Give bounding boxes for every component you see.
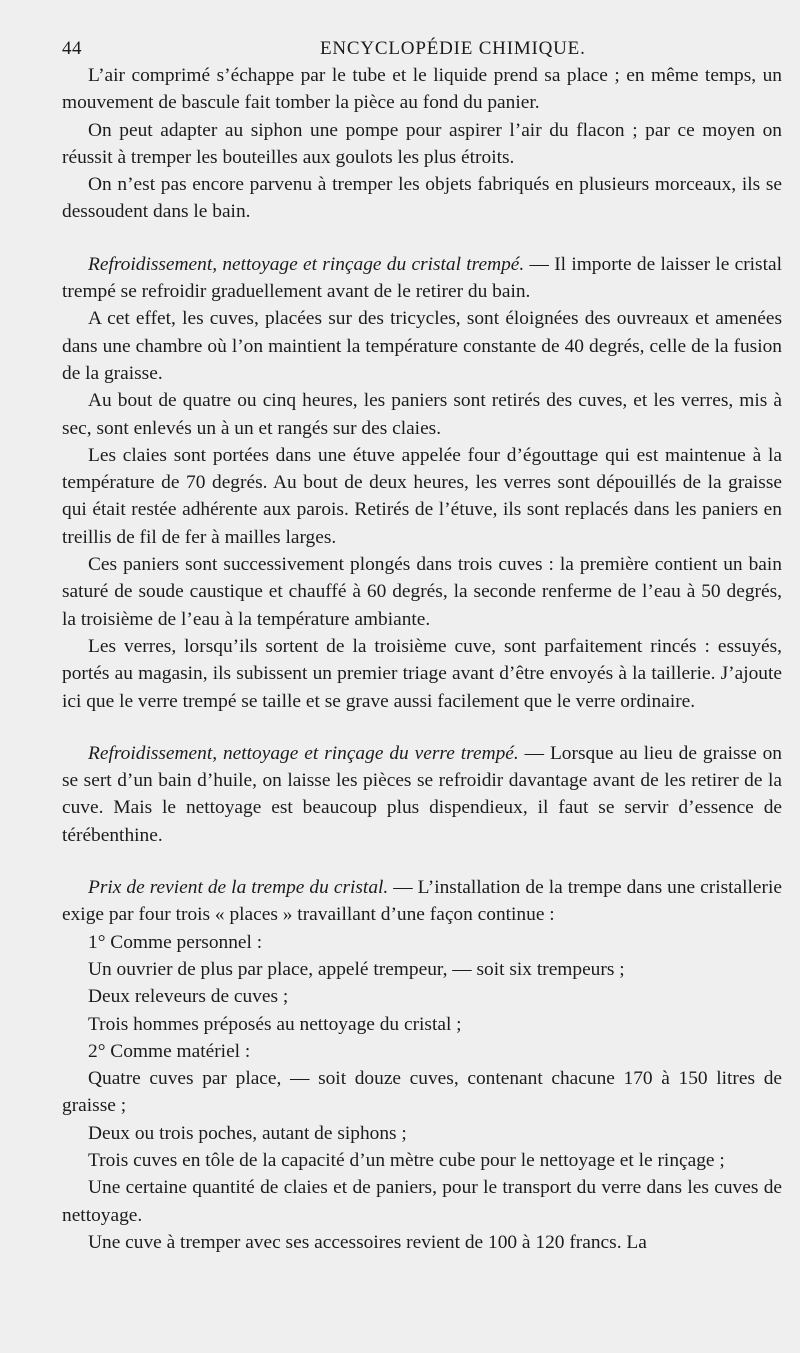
- section-paragraph: [62, 874, 782, 929]
- paragraph: L’air comprimé s’échappe par le tube et le liquide prend sa place ; en même temps, un mouvement de bascule fait tomber la pièce au fond du panier.: [62, 65, 782, 114]
- page-number: 44: [62, 38, 82, 59]
- section-title: Prix de revient de la trempe du cristal.: [88, 877, 389, 899]
- section-paragraph: [62, 740, 782, 849]
- list-item: Deux releveurs de cuves ;: [88, 986, 289, 1008]
- list-item: Une certaine quantité de claies et de paniers, pour le transport du verre dans les cuves de nettoyage.: [62, 1177, 782, 1226]
- list-item: Deux ou trois poches, autant de siphons ;: [88, 1122, 407, 1144]
- list-item: Trois hommes préposés au nettoyage du cristal ;: [88, 1013, 462, 1035]
- paragraph: A cet effet, les cuves, placées sur des tricycles, sont éloignées des ouvreaux et amenées dans une chambre où l’on maintient la température constante de 40 degrés, celle de la fusion de la graisse.: [62, 308, 782, 384]
- section-lead: — L’installation de la trempe dans une cristallerie exige par four trois « places » travaillant d’une façon continue :: [62, 877, 782, 926]
- section-lead: — Lorsque au lieu de graisse on se sert d’un bain d’huile, on laisse les pièces se refroidir davantage avant de les retirer de la cuve. Mais le nettoyage est beaucoup plus dispendieux, il faut se servir d’essence de térébenthine.: [62, 742, 783, 846]
- paragraph: On n’est pas encore parvenu à tremper les objets fabriqués en plusieurs morceaux, ils se dessoudent dans le bain.: [62, 174, 782, 223]
- paragraph: Ces paniers sont successivement plongés dans trois cuves : la première contient un bain saturé de soude caustique et chauffé à 60 degrés, la seconde renferme de l’eau à 50 degrés, la troisième de l’eau à la température ambiante.: [62, 554, 782, 630]
- section-lead: — Il importe de laisser le cristal trempé se refroidir graduellement avant de le retirer du bain.: [62, 253, 782, 303]
- cost-list: [62, 929, 782, 1257]
- paragraph: Les claies sont portées dans une étuve appelée four d’égouttage qui est maintenue à la température de 70 degrés. Au bout de deux heures, les verres sont dépouillés de la graisse qui était restée adhérente aux parois. Retirés de l’étuve, ils sont replacés dans les paniers en treillis de fil de fer à mailles larges.: [62, 444, 782, 548]
- list-item: 2° Comme matériel :: [88, 1040, 251, 1062]
- list-item: Trois cuves en tôle de la capacité d’un mètre cube pour le nettoyage et le rinçage ;: [88, 1149, 725, 1171]
- section-title: Refroidissement, nettoyage et rinçage du verre trempé.: [88, 742, 519, 764]
- paragraph: On peut adapter au siphon une pompe pour aspirer l’air du flacon ; par ce moyen on réussit à tremper les bouteilles aux goulots les plus étroits.: [62, 119, 782, 168]
- list-item: Une cuve à tremper avec ses accessoires revient de 100 à 120 francs. La: [88, 1231, 647, 1253]
- list-item: 1° Comme personnel :: [88, 931, 263, 953]
- page-body: [62, 62, 782, 1256]
- running-head: ENCYCLOPÉDIE CHIMIQUE.: [320, 38, 586, 59]
- list-item: Quatre cuves par place, — soit douze cuves, contenant chacune 170 à 150 litres de graisse ;: [62, 1068, 782, 1117]
- list-item: Un ouvrier de plus par place, appelé trempeur, — soit six trempeurs ;: [88, 958, 625, 980]
- page-header: [62, 28, 782, 62]
- paragraph: Au bout de quatre ou cinq heures, les paniers sont retirés des cuves, et les verres, mis à sec, sont enlevés un à un et rangés sur des claies.: [62, 390, 782, 439]
- paragraph: Les verres, lorsqu’ils sortent de la troisième cuve, sont parfaitement rincés : essuyés, portés au magasin, ils subissent un premier triage avant d’être envoyés à la taillerie. J’ajoute ici que le verre trempé se taille et se grave aussi facilement que le verre ordinaire.: [62, 635, 782, 712]
- section-paragraph: [62, 251, 782, 306]
- section-title: Refroidissement, nettoyage et rinçage du cristal trempé.: [88, 253, 525, 275]
